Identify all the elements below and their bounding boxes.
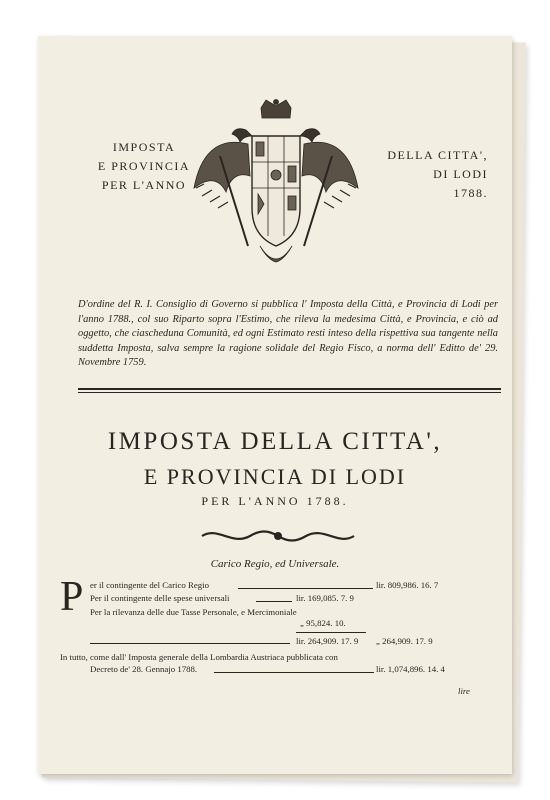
document-page xyxy=(38,36,512,774)
ledger-row-amount: lir. 169,085. 7. 9 xyxy=(296,593,354,603)
ledger-row-total: lir. 809,986. 16. 7 xyxy=(376,580,439,590)
header-right-line: DELLA CITTA', xyxy=(387,148,488,162)
catchword: lire xyxy=(458,686,470,696)
document-title-line2: E PROVINCIA DI LODI xyxy=(143,464,407,489)
document-title: IMPOSTA DELLA CITTA', xyxy=(107,428,443,455)
ledger-row-label: Per il contingente delle spese universali xyxy=(90,593,230,603)
ledger-subtotal-carried: „ 264,909. 17. 9 xyxy=(376,636,433,646)
header-left-line: PER L'ANNO xyxy=(101,178,187,192)
document-year-line: PER L'ANNO 1788. xyxy=(201,494,349,508)
leader-line xyxy=(214,672,374,673)
total-text: In tutto, come dall' Imposta generale della Lombardia Austriaca pubblicata con xyxy=(60,652,338,662)
subtotal-rule xyxy=(296,632,366,633)
grand-total: lir. 1,074,896. 14. 4 xyxy=(376,664,445,674)
leader-line xyxy=(256,601,292,602)
ledger-row-label: Per la rilevanza delle due Tasse Personale, e Mercimoniale xyxy=(90,607,297,617)
total-text-cont: Decreto de' 28. Gennajo 1788. xyxy=(90,664,198,674)
leader-line xyxy=(90,643,290,644)
header-left-line: E PROVINCIA xyxy=(97,159,191,173)
header-right-line: DI LODI xyxy=(433,167,488,181)
drop-cap: P xyxy=(60,574,84,620)
ledger-row-label: er il contingente del Carico Regio xyxy=(90,580,209,590)
section-heading: Carico Regio, ed Universale. xyxy=(210,558,340,570)
ledger-row-amount: „ 95,824. 10. xyxy=(300,618,346,628)
header-right xyxy=(358,146,488,203)
divider-rule xyxy=(78,392,501,393)
header-right-line: 1788. xyxy=(453,186,488,200)
header-left-line: IMPOSTA xyxy=(112,140,176,154)
intro-paragraph: D'ordine del R. I. Consiglio di Governo si pubblica l' Imposta della Città, e Provincia di Lodi per l'anno 1788., col suo Riparto sopra l'Estimo, che rileva la medesima Città, e Provincia, e ciò ad oggetto, che ciascheduna Comunità, ed ogni Estimato resti inteso della rispettiva sua tangente nella suddetta Imposta, salva sempre la ragione solidale del Regio Fisco, a norma dell' Editto de' 29. Novembre 1759. xyxy=(78,299,498,368)
divider-rule xyxy=(78,388,501,390)
leader-line xyxy=(238,588,373,589)
flourish-ornament-icon xyxy=(198,524,358,548)
ledger-subtotal: lir. 264,909. 17. 9 xyxy=(296,636,359,646)
double-headed-eagle-coat-of-arms-icon xyxy=(186,96,366,276)
